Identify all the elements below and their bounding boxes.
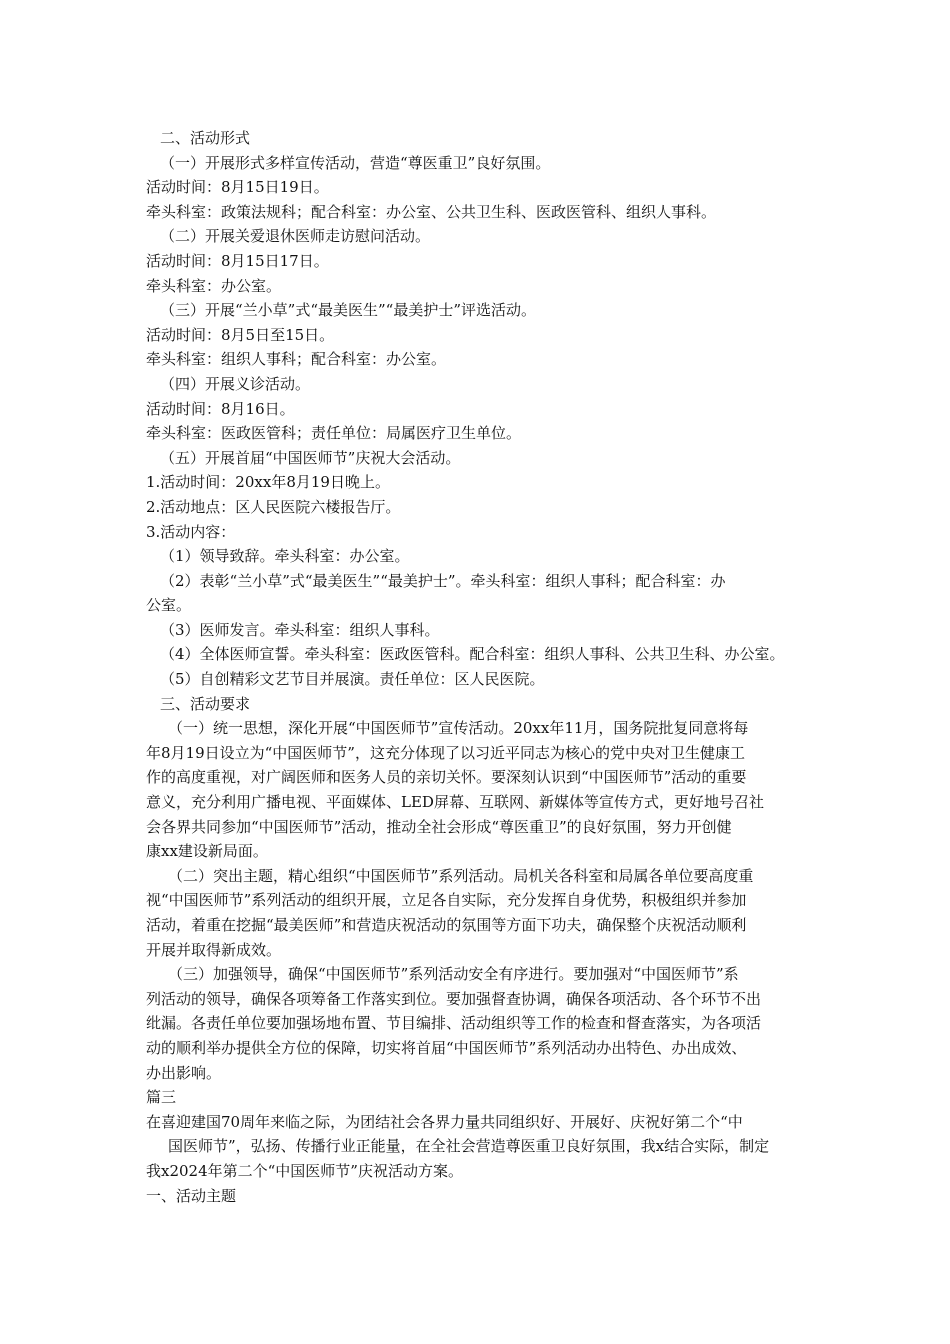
paragraph-line: 年8月19日设立为“中国医师节”，这充分体现了以习近平同志为核心的党中央对卫生健康工 [146, 743, 745, 762]
subsection-heading: （二）开展关爱退休医师走访慰问活动。 [160, 227, 431, 246]
section-heading: 二、活动形式 [160, 129, 251, 147]
section-heading: 三、活动要求 [160, 694, 251, 713]
paragraph-line: （一）统一思想，深化开展“中国医师节”宣传活动。20xx年11月，国务院批复同意将每 [168, 719, 749, 738]
text-line: 公室。 [146, 596, 192, 615]
list-item: （4）全体医师宣誓。牵头科室：医政医管科。配合科室：组织人事科、公共卫生科、办公室。 [160, 645, 785, 664]
paragraph-line: 我x2024年第二个“中国医师节”庆祝活动方案。 [146, 1161, 463, 1180]
paragraph-line: 作的高度重视，对广阔医师和医务人员的亲切关怀。要深刻认识到“中国医师节”活动的重要 [146, 768, 747, 787]
paragraph-line: 国医师节”，弘扬、传播行业正能量，在全社会营造尊医重卫良好氛围，我x结合实际，制定 [168, 1137, 770, 1156]
paragraph-line: 一、活动主题 [146, 1186, 237, 1205]
paragraph-line: 康xx建设新局面。 [146, 842, 268, 861]
list-item: （5）自创精彩文艺节目并展演。责任单位：区人民医院。 [160, 670, 545, 689]
text-line: 3.活动内容： [146, 522, 236, 541]
list-item: （3）医师发言。牵头科室：组织人事科。 [160, 620, 440, 639]
part-heading: 在喜迎建国70周年来临之际，为团结社会各界力量共同组织好、开展好、庆祝好第二个“中 [146, 1112, 743, 1131]
text-line: 活动时间：8月15日19日。 [146, 178, 329, 197]
text-line: 活动时间：8月15日17日。 [146, 251, 329, 270]
paragraph-line: 纰漏。各责任单位要加强场地布置、节目编排、活动组织等工作的检查和督查落实，为各项活 [146, 1014, 762, 1033]
text-line: 活动时间：8月5日至15日。 [146, 325, 335, 344]
subsection-heading: （五）开展首届“中国医师节”庆祝大会活动。 [160, 448, 461, 467]
text-line: 牵头科室：组织人事科；配合科室：办公室。 [146, 350, 447, 369]
paragraph-line: 会各界共同参加“中国医师节”活动，推动全社会形成“尊医重卫”的良好氛围，努力开创健 [146, 817, 732, 836]
text-line: 牵头科室：医政医管科；责任单位：局属医疗卫生单位。 [146, 424, 522, 443]
paragraph-line: 篇三 [146, 1088, 177, 1107]
section-heading [146, 1208, 826, 1233]
document-body [146, 126, 826, 1233]
paragraph-line: 动的顺利举办提供全方位的保障，切实将首届“中国医师节”系列活动办出特色、办出成效、 [146, 1038, 747, 1057]
paragraph-line: 办出影响。 [146, 1063, 222, 1082]
subsection-heading: （四）开展义诊活动。 [160, 374, 311, 393]
paragraph-line: （二）突出主题，精心组织“中国医师节”系列活动。局机关各科室和局属各单位要高度重 [168, 866, 754, 885]
paragraph-line: （三）加强领导，确保“中国医师节”系列活动安全有序进行。要加强对“中国医师节”系 [168, 965, 739, 984]
subsection-heading: （三）开展“兰小草”式“最美医生”“最美护士”评选活动。 [160, 301, 537, 320]
list-item: （1）领导致辞。牵头科室：办公室。 [160, 547, 410, 566]
text-line: 1.活动时间：20xx年8月19日晚上。 [146, 473, 390, 492]
subsection-heading: （一）开展形式多样宣传活动，营造“尊医重卫”良好氛围。 [160, 153, 551, 172]
text-line: 活动时间：8月16日。 [146, 399, 295, 418]
text-line: 2.活动地点：区人民医院六楼报告厅。 [146, 497, 401, 516]
list-item: （2）表彰“兰小草”式“最美医生”“最美护士”。牵头科室：组织人事科；配合科室：办 [160, 571, 726, 590]
paragraph-line: 活动，着重在挖掘“最美医师”和营造庆祝活动的氛围等方面下功夫，确保整个庆祝活动顺利 [146, 916, 747, 934]
paragraph-line: 意义，充分利用广播电视、平面媒体、LED屏幕、互联网、新媒体等宣传方式，更好地号召社 [146, 793, 764, 812]
text-line: 牵头科室：办公室。 [146, 276, 282, 295]
paragraph-line: 列活动的领导，确保各项筹备工作落实到位。要加强督查协调，确保各项活动、各个环节不出 [146, 989, 762, 1008]
paragraph-line: 开展并取得新成效。 [146, 940, 282, 959]
text-line: 牵头科室：政策法规科；配合科室：办公室、公共卫生科、医政医管科、组织人事科。 [146, 202, 717, 221]
paragraph-line: 视“中国医师节”系列活动的组织开展，立足各自实际，充分发挥自身优势，积极组织并参加 [146, 891, 747, 910]
